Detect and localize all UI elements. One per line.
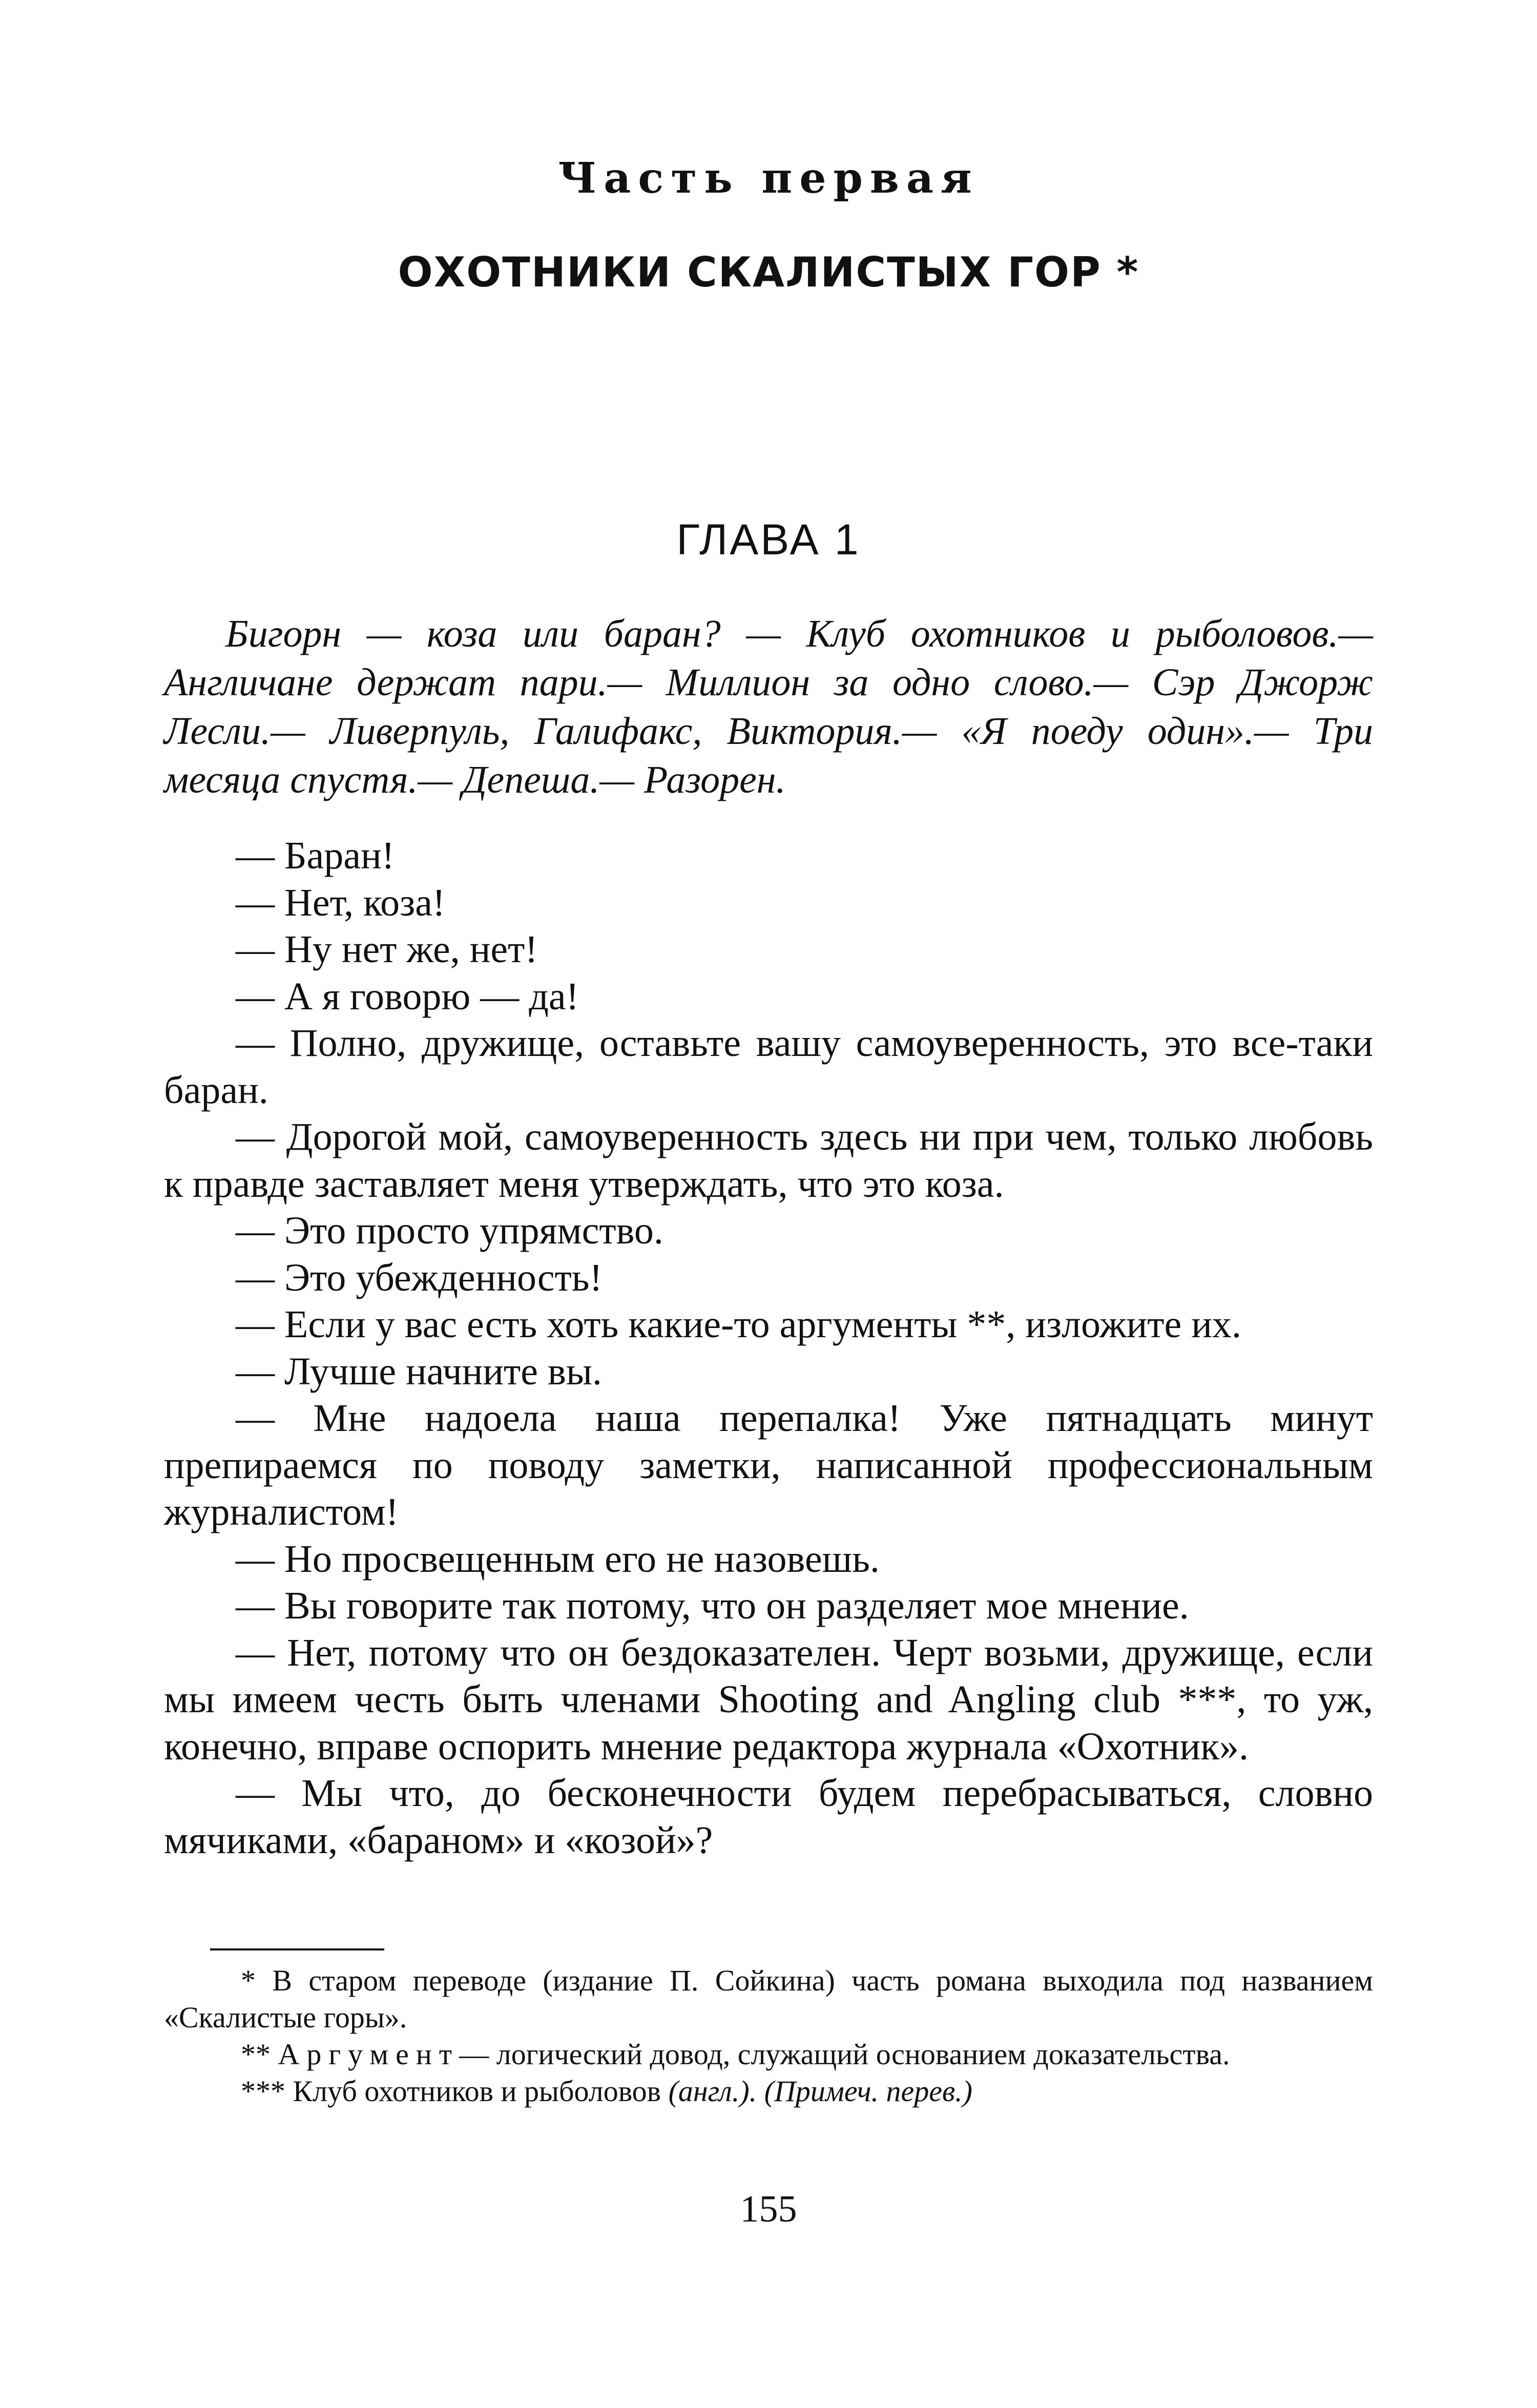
part-title: Часть первая — [558, 154, 979, 203]
paragraph: — Но просвещенным его не назовешь. — [236, 1537, 880, 1581]
footnote-2-text: — логический довод, служащий основанием доказательства. — [459, 2038, 1230, 2071]
paragraph: — Это убежденность! — [236, 1256, 603, 1299]
chapter-summary: Бигорн — коза или баран? — Клуб охотников и рыболовов.— Англичане держат пари.— Миллион за одно слово.— Сэр Джорж Лесли.— Ливерпуль, Галифакс, Виктория.— «Я поеду один».— Три месяца спустя.— Депеша.— Разорен. — [164, 612, 1373, 801]
paragraph: — Полно, дружище, оставьте вашу самоуверенность, это все-таки баран. — [164, 1022, 1373, 1112]
footnote-3-italic: (англ.). (Примеч. перев.) — [668, 2074, 972, 2108]
book-title: ОХОТНИКИ СКАЛИСТЫХ ГОР * — [398, 248, 1139, 296]
footnotes — [164, 1962, 1373, 2110]
footnote-2 — [164, 2036, 1373, 2073]
paragraph: — Нет, потому что он бездоказателен. Черт возьми, дружище, если мы имеем честь быть членами Shooting and Angling club ***, то уж, конечно, вправе оспорить мнение редактора журнала «Охотник». — [164, 1631, 1373, 1768]
footnote-2-term: Аргумент — [278, 2038, 460, 2071]
paragraph: — Мне надоела наша перепалка! Уже пятнадцать минут препираемся по поводу заметки, написанной профессиональным журналистом! — [164, 1397, 1373, 1533]
paragraph: — Лучше начните вы. — [236, 1350, 602, 1393]
footnote-2-marker: ** — [241, 2038, 271, 2071]
paragraph: — Ну нет же, нет! — [236, 928, 538, 971]
footnote-1: * В старом переводе (издание П. Сойкина) часть романа выходила под названием «Скалистые горы». — [164, 1964, 1373, 2034]
footnote-divider — [210, 1948, 384, 1950]
paragraph: — Баран! — [236, 834, 395, 877]
paragraph: — Это просто упрямство. — [236, 1209, 663, 1252]
footnote-3-text: *** Клуб охотников и рыболовов — [241, 2074, 661, 2108]
paragraph: — Мы что, до бесконечности будем перебрасываться, словно мячиками, «бараном» и «козой»? — [164, 1772, 1373, 1862]
chapter-title: ГЛАВА 1 — [676, 515, 861, 564]
paragraph: — Если у вас есть хоть какие-то аргументы **, изложите их. — [236, 1303, 1241, 1346]
paragraph: — А я говорю — да! — [236, 974, 579, 1018]
book-page — [164, 0, 1373, 2408]
body-text — [164, 833, 1373, 1864]
page-number: 155 — [740, 2188, 797, 2230]
footnote-3 — [164, 2073, 1373, 2110]
paragraph: — Дорогой мой, самоуверенность здесь ни при чем, только любовь к правде заставляет меня утверждать, что это коза. — [164, 1115, 1373, 1206]
paragraph: — Вы говорите так потому, что он разделяет мое мнение. — [236, 1584, 1189, 1627]
paragraph: — Нет, коза! — [236, 881, 446, 924]
